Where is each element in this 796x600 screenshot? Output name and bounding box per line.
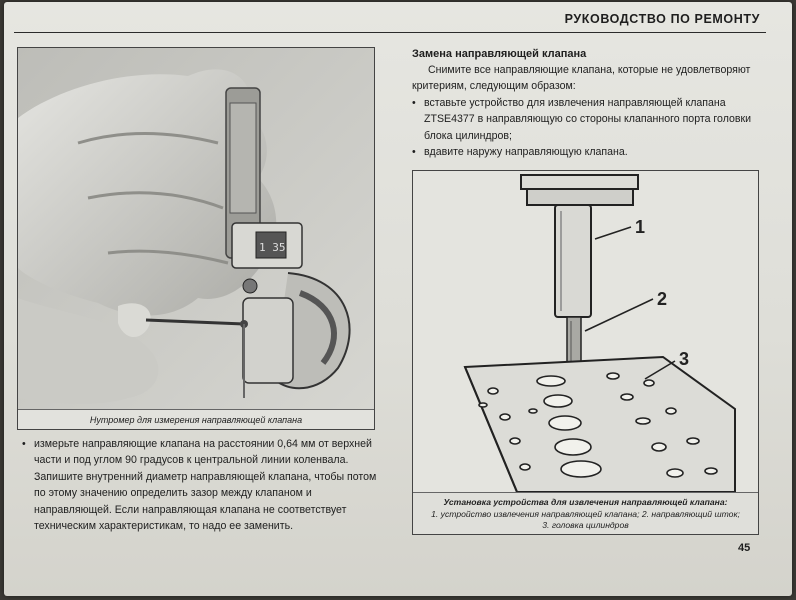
- bullet-dot: •: [412, 146, 416, 159]
- figure-caption-legend-2: 3. головка цилиндров: [542, 520, 629, 530]
- bore-gauge-photo-image: [18, 48, 374, 409]
- figure-caption-title: Установка устройства для извлечения направляющей клапана:: [443, 497, 728, 507]
- bullet-dot: •: [412, 96, 416, 109]
- manual-page: [4, 2, 792, 596]
- list-item-text: вставьте устройство для извлечения направляющей клапана ZTSE4377 в направляющую со стороны клапанного порта головки блока цилиндров;: [424, 96, 752, 142]
- list-item: [412, 95, 772, 144]
- photo-caption: Нутромер для измерения направляющей клапана: [18, 409, 374, 429]
- page-number: 45: [738, 542, 751, 554]
- callout-2: 2: [657, 289, 668, 309]
- figure-caption-legend-1: 1. устройство извлечения направляющей клапана; 2. направляющий шток;: [431, 508, 740, 519]
- measurement-bullet: [22, 436, 378, 534]
- list-item-text: вдавите наружу направляющую клапана.: [424, 146, 628, 159]
- guide-replacement-section: [412, 48, 772, 160]
- callout-1: 1: [635, 217, 646, 237]
- measurement-instructions: [22, 436, 378, 534]
- bore-gauge-photo: [17, 47, 375, 430]
- measurement-text: измерьте направляющие клапана на расстоянии 0,64 мм от верхней части и под углом 90 градусов к центральной линии коленвала. Запишите внутренний диаметр направляющей клапана, чтобы потом по этому значению определить зазор между клапаном и направляющей. Если направляющая клапана не соответствует техническим характеристикам, то надо ее заменить.: [34, 438, 377, 533]
- figure-caption: [413, 492, 758, 534]
- section-title: Замена направляющей клапана: [412, 48, 587, 60]
- header-rule: [14, 32, 766, 33]
- intro-paragraph: Снимите все направляющие клапана, которые не удовлетворяют критериям, следующим образом:: [412, 64, 751, 93]
- svg-text:1 35: 1 35: [259, 241, 286, 254]
- guide-remover-drawing: [413, 171, 758, 492]
- running-header: РУКОВОДСТВО ПО РЕМОНТУ: [564, 12, 760, 26]
- guide-remover-figure: [412, 170, 759, 535]
- list-item: [412, 144, 772, 160]
- bullet-dot: •: [22, 438, 26, 450]
- callout-3: 3: [679, 349, 690, 369]
